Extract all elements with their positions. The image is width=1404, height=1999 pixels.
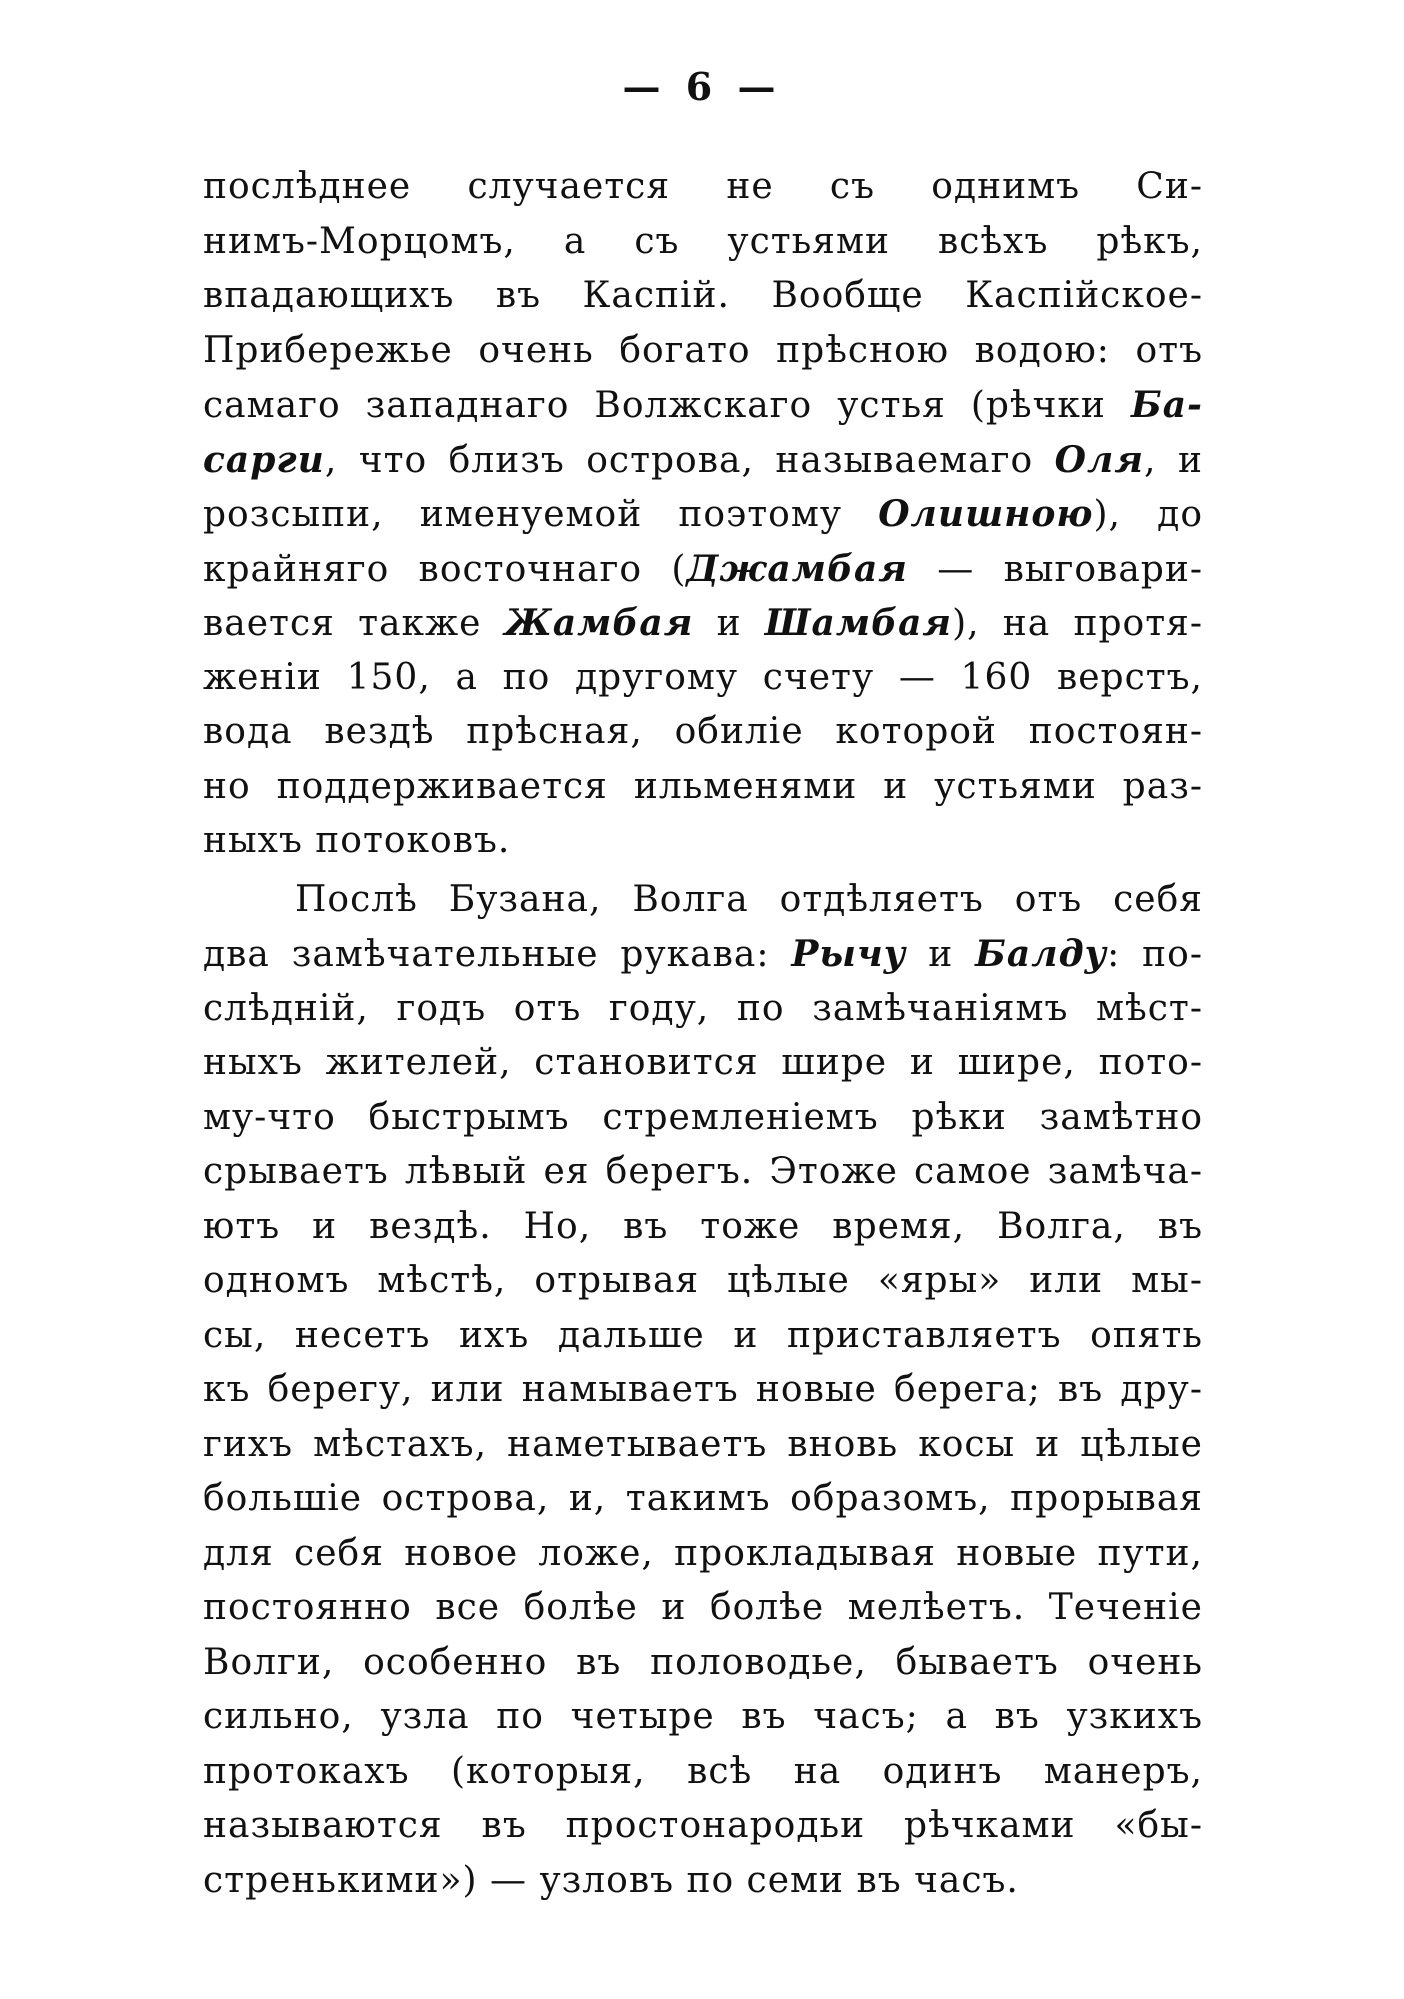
text-line [203,215,1203,270]
text-segment: розсыпи, именуемой поэтому [203,494,879,535]
text-line [203,1254,1203,1309]
text-segment: му-что быстрымъ стремленіемъ рѣки замѣтно [203,1096,1203,1138]
text-segment: называются въ простонародьи рѣчками «бы- [203,1805,1203,1846]
text-line [203,324,1203,379]
text-line [203,542,1203,597]
text-segment: , что близъ острова, называемаго [324,439,1055,481]
text-segment: стренькими») — узловъ по семи въ часъ. [203,1859,1019,1901]
text-segment: нимъ-Морцомъ, а съ устьями всѣхъ рѣкъ, [203,220,1203,262]
text-line [203,1854,1203,1909]
text-line [203,982,1203,1037]
text-line [203,873,1203,928]
text-segment: два замѣчательные рукава: [203,934,792,975]
text-segment: ныхъ жителей, становится шире и шире, пото- [203,1042,1203,1083]
text-segment: ныхъ потоковъ. [203,820,511,861]
text-line [203,160,1203,215]
text-segment: Прибережье очень богато прѣсною водою: отъ [203,329,1203,371]
text-line [203,433,1203,488]
text-line [203,1636,1203,1691]
text-line [203,1745,1203,1800]
page-number: — 6 — [622,64,782,109]
text-segment: крайняго восточнаго ( [203,548,687,590]
italic-term: сарги [203,438,325,481]
text-line [203,1581,1203,1636]
text-segment: постоянно все болѣе и болѣе мелѣетъ. Теченіе [203,1587,1203,1628]
text-segment: — выговари- [907,548,1203,590]
text-segment: срываетъ лѣвый ея берегъ. Этоже самое замѣча- [203,1151,1203,1192]
text-segment: женіи 150, а по другому счету — 160 верстъ, [203,656,1203,698]
text-segment: : по- [1107,934,1203,975]
italic-term: Ба- [1130,384,1203,426]
italic-term: Балду [975,933,1108,975]
text-line [203,814,1203,869]
text-line [203,760,1203,815]
text-segment: но поддерживается ильменями и устьями раз- [203,765,1203,807]
text-segment: сильно, узла по четыре въ часъ; а въ узкихъ [203,1696,1203,1737]
text-line [203,1527,1203,1582]
text-segment: вода вездѣ прѣсная, обиліе которой постоян- [203,711,1203,752]
text-line [203,927,1203,982]
text-segment: для себя новое ложе, прокладывая новые пути, [203,1532,1203,1574]
text-segment: протокахъ (которыя, всѣ на одинъ манеръ, [203,1750,1203,1792]
body-text [203,160,1203,1908]
italic-term: Джамбая [686,547,908,590]
text-line [203,1200,1203,1255]
text-line [203,378,1203,433]
text-segment: одномъ мѣстѣ, отрывая цѣлые «яры» или мы- [203,1260,1203,1301]
text-segment: ), на протя- [952,603,1203,644]
text-line [203,1363,1203,1418]
text-line [203,596,1203,651]
text-segment: слѣдній, годъ отъ году, по замѣчаніямъ мѣст- [203,987,1203,1029]
text-segment: ютъ и вездѣ. Но, въ тоже время, Волга, въ [203,1205,1203,1247]
text-segment: впадающихъ въ Каспій. Вообще Каспійское- [203,275,1203,316]
text-segment: ), до [1093,494,1203,535]
text-segment: , и [1144,439,1203,481]
text-segment: большіе острова, и, такимъ образомъ, прорывая [203,1478,1203,1519]
text-segment: и [693,603,765,644]
text-line [203,1145,1203,1200]
italic-term: Жамбая [504,602,694,644]
text-segment: вается также [203,603,505,644]
text-line [203,269,1203,324]
text-line [203,1799,1203,1854]
text-line [203,1418,1203,1473]
text-line [203,1036,1203,1091]
text-segment: гихъ мѣстахъ, наметываетъ вновь косы и цѣлые [203,1423,1203,1465]
text-segment: сы, несетъ ихъ дальше и приставляетъ опять [203,1314,1203,1356]
text-line [203,1091,1203,1146]
text-segment: и [906,934,976,975]
text-line [203,651,1203,706]
italic-term: Рычу [791,933,907,975]
text-segment: самаго западнаго Волжскаго устья (рѣчки [203,385,1131,426]
italic-term: Олишною [878,493,1094,535]
text-line [203,1690,1203,1745]
text-segment: послѣднее случается не съ однимъ Си- [203,166,1203,207]
italic-term: Шамбая [764,602,953,644]
text-segment: къ берегу, или намываетъ новые берега; въ дру- [203,1369,1203,1410]
text-line [203,487,1203,542]
text-segment: Послѣ Бузана, Волга отдѣляетъ отъ себя [295,878,1203,920]
text-line [203,1309,1203,1364]
italic-term: Оля [1054,438,1145,481]
text-line [203,1472,1203,1527]
text-segment: Волги, особенно въ половодье, бываетъ очень [203,1641,1203,1683]
text-line [203,705,1203,760]
